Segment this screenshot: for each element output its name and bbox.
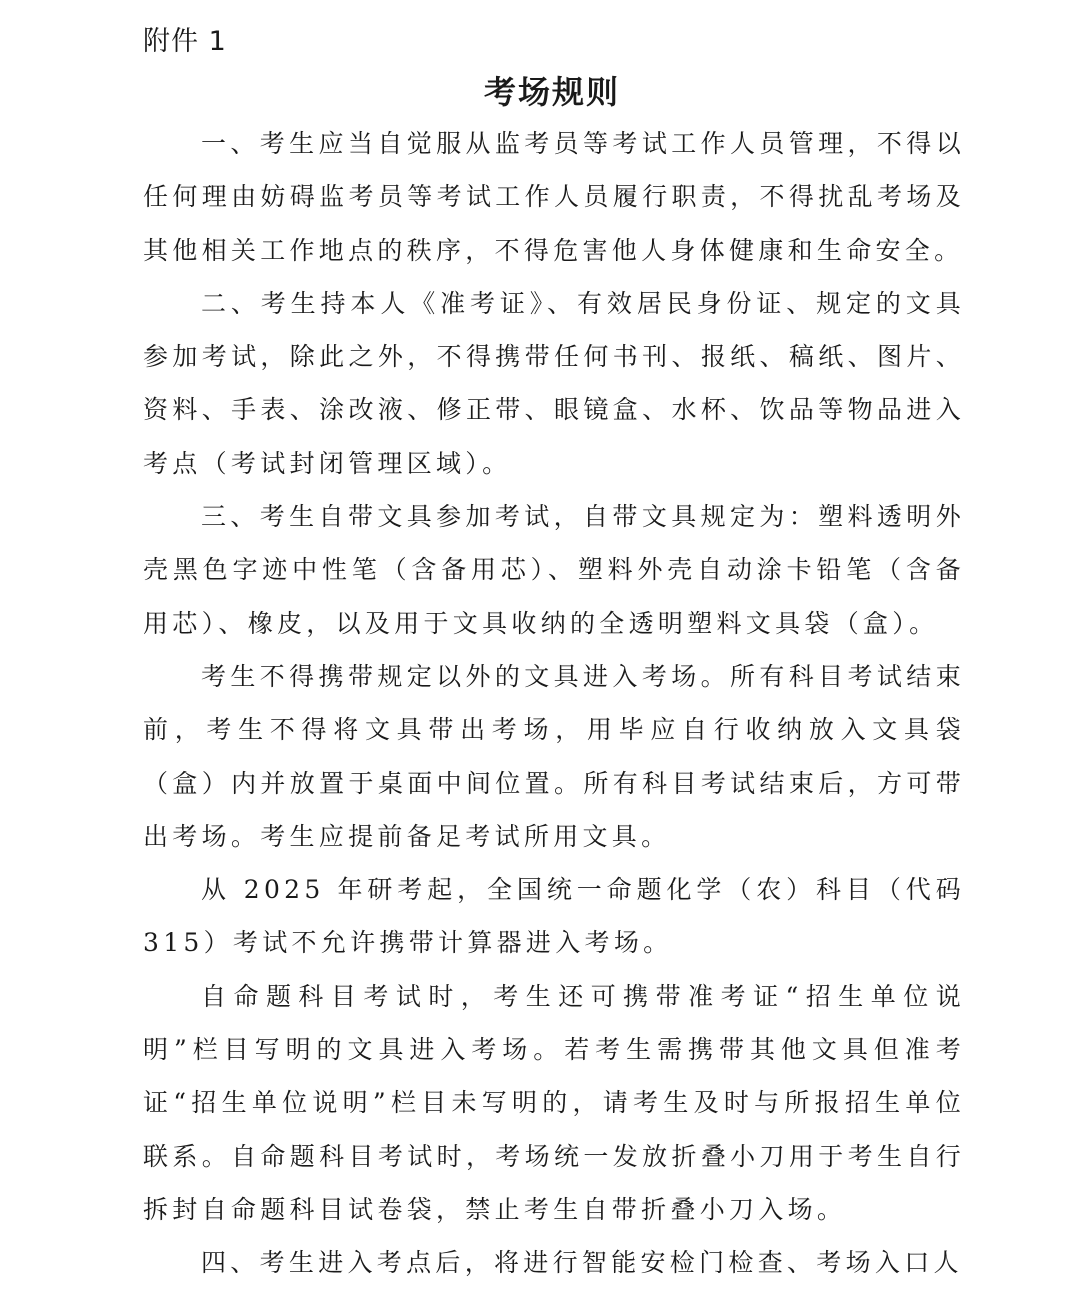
paragraph-calculator-policy: 从 2025 年研考起，全国统一命题化学（农）科目（代码 315）考试不允许携带计算器进入考场。 xyxy=(143,875,965,958)
attachment-label: 附件 1 xyxy=(143,26,227,57)
paragraph-self-set-exams: 自命题科目考试时，考生还可携带准考证“招生单位说明”栏目写明的文具进入考场。若考生需携带其他文具但准考证“招生单位说明”栏目未写明的，请考生及时与所报招生单位联系。自命题科目考试时，考场统一发放折叠小刀用于考生自行拆封自命题科目试卷袋，禁止考生自带折叠小刀入场。 xyxy=(143,981,965,1224)
document-body xyxy=(143,117,965,1290)
paragraph-rule-4: 四、考生进入考点后，将进行智能安检门检查、考场入口人 xyxy=(201,1248,963,1278)
paragraph-rule-1: 一、考生应当自觉服从监考员等考试工作人员管理，不得以任何理由妨碍监考员等考试工作人员履行职责，不得扰乱考场及其他相关工作地点的秩序，不得危害他人身体健康和生命安全。 xyxy=(143,129,965,265)
paragraph-rule-3: 三、考生自带文具参加考试，自带文具规定为：塑料透明外壳黑色字迹中性笔（含备用芯）、塑料外壳自动涂卡铅笔（含备用芯）、橡皮，以及用于文具收纳的全透明塑料文具袋（盒）。 xyxy=(143,502,965,638)
paragraph-rule-2: 二、考生持本人《准考证》、有效居民身份证、规定的文具参加考试，除此之外，不得携带任何书刊、报纸、稿纸、图片、资料、手表、涂改液、修正带、眼镜盒、水杯、饮品等物品进入考点（考试封闭管理区域）。 xyxy=(143,288,965,478)
paragraph-stationery-restrictions: 考生不得携带规定以外的文具进入考场。所有科目考试结束前，考生不得将文具带出考场，用毕应自行收纳放入文具袋（盒）内并放置于桌面中间位置。所有科目考试结束后，方可带出考场。考生应提前备足考试所用文具。 xyxy=(143,661,965,851)
document-title: 考场规则 xyxy=(483,73,620,111)
